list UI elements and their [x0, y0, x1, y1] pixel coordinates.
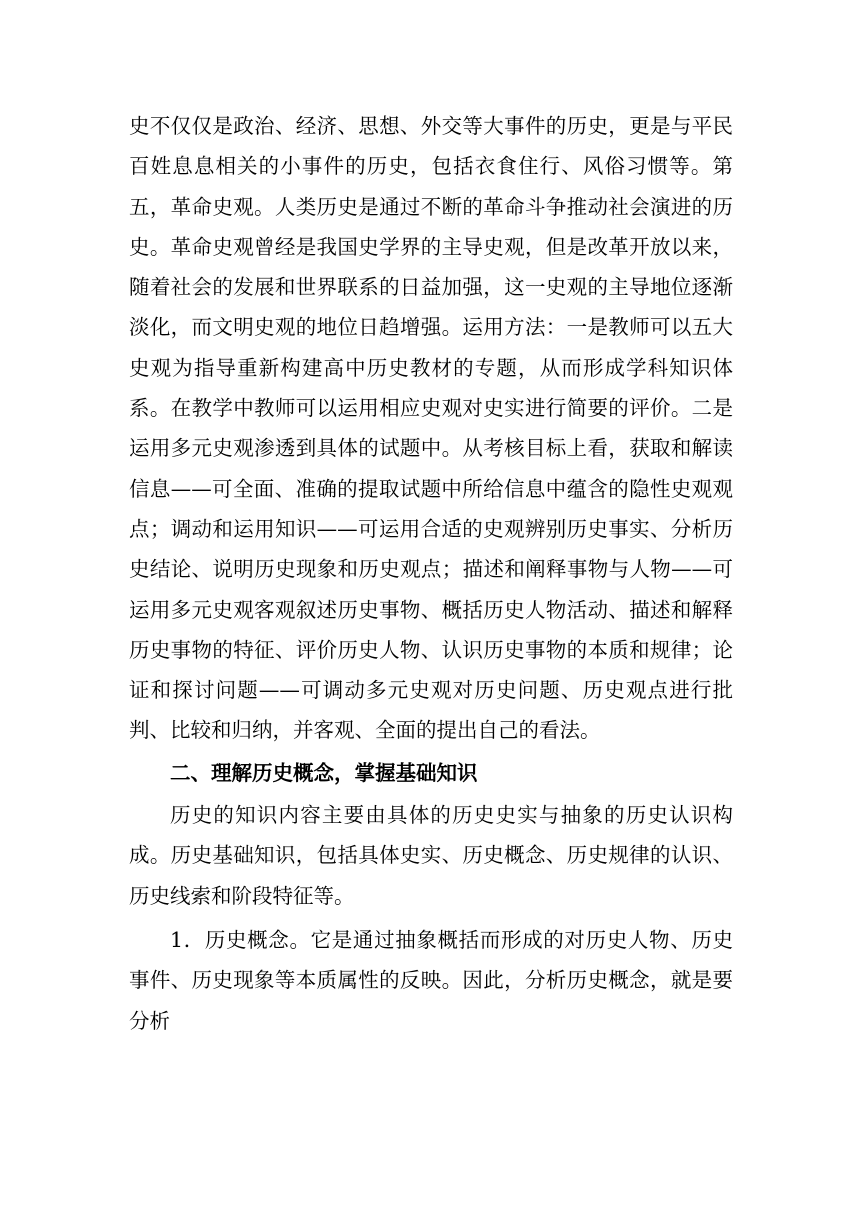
section-heading: 二、理解历史概念，掌握基础知识 — [170, 760, 478, 785]
body-paragraph-continued: 史不仅仅是政治、经济、思想、外交等大事件的历史，更是与平民百姓息息相关的小事件的历史，包括衣食住行、风俗习惯等。第五，革命史观。人类历史是通过不断的革命斗争推动社会演进的历史。革命史观曾经是我国史学界的主导史观，但是改革开放以来，随着社会的发展和世界联系的日益加强，这一史观的主导地位逐渐淡化，而文明史观的地位日趋增强。运用方法：一是教师可以五大史观为指导重新构建高中历史教材的专题，从而形成学科知识体系。在教学中教师可以运用相应史观对史实进行简要的评价。二是运用多元史观渗透到具体的试题中。从考核目标上看，获取和解读信息——可全面、准确的提取试题中所给信息中蕴含的隐性史观观点；调动和运用知识——可运用合适的史观辨别历史事实、分析历史结论、说明历史现象和历史观点；描述和阐释事物与人物——可运用多元史观客观叙述历史事物、概括历史人物活动、描述和解释历史事物的特征、评价历史人物、认识历史事物的本质和规律；论证和探讨问题——可调动多元史观对历史问题、历史观点进行批判、比较和归纳，并客观、全面的提出自己的看法。 — [129, 114, 733, 743]
body-paragraph: 1．历史概念。它是通过抽象概括而形成的对历史人物、历史事件、历史现象等本质属性的反映。因此，分析历史概念，就是要分析 — [129, 927, 733, 1033]
body-paragraph: 历史的知识内容主要由具体的历史史实与抽象的历史认识构成。历史基础知识，包括具体史实、历史概念、历史规律的认识、历史线索和阶段特征等。 — [129, 803, 733, 908]
document-body — [129, 106, 733, 1041]
